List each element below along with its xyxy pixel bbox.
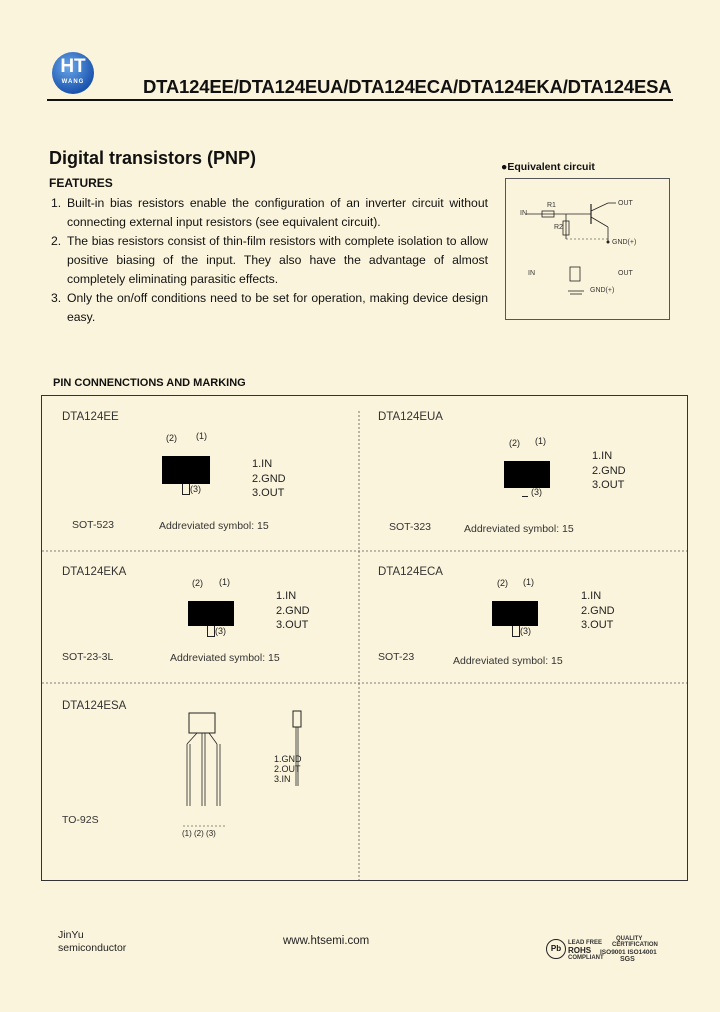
pin-list: 1.IN 2.GND 3.OUT xyxy=(581,590,615,631)
features-title: FEATURES xyxy=(49,176,113,190)
grid-lines xyxy=(42,396,687,880)
part-name-dta124ee: DTA124EE xyxy=(62,411,119,423)
package-name: SOT-523 xyxy=(72,519,115,531)
rohs-label: ROHS xyxy=(568,946,592,955)
chip-body xyxy=(492,601,538,626)
eq-label-r2: R2 xyxy=(554,224,563,231)
pin-lead xyxy=(182,484,190,495)
pin-lead xyxy=(207,626,215,637)
pin-mark: (1) xyxy=(535,436,546,446)
pin-mark: (3) xyxy=(531,487,542,497)
page-heading: Digital transistors (PNP) xyxy=(49,148,257,168)
abbreviated-symbol: Addreviated symbol: 15 xyxy=(170,652,280,664)
feature-item: 2. The bias resistors consist of thin-film resistors with complete isolation to allow positive biasing of the input. They also have the advantage of almost completely eliminating parasitic effects. xyxy=(51,234,488,286)
chip-body xyxy=(188,601,234,626)
equivalent-circuit-title: ●Equivalent circuit xyxy=(501,161,595,173)
pin-list: 1.IN 2.GND 3.OUT xyxy=(592,450,626,491)
package-name: SOT-23-3L xyxy=(62,651,114,663)
company-name: JinYu semiconductor xyxy=(58,929,127,954)
pin-mark: (2) xyxy=(192,578,203,588)
pin-lead xyxy=(512,626,520,637)
eq-label-in: IN xyxy=(520,210,527,217)
eq-label-in-2: IN xyxy=(528,270,535,277)
package-name: SOT-23 xyxy=(378,651,415,663)
feature-item: 1. Built-in bias resistors enable the configuration of an inverter circuit without connecting external input resistors (see equivalent circuit). xyxy=(51,196,488,229)
part-name-dta124eua: DTA124EUA xyxy=(378,411,443,423)
package-name: SOT-323 xyxy=(389,521,432,533)
company-logo xyxy=(52,52,94,94)
abbreviated-symbol: Addreviated symbol: 15 xyxy=(159,520,269,532)
compliant-label: COMPLIANT xyxy=(568,955,604,961)
pin-lead xyxy=(522,488,528,497)
pin-mark: (1) xyxy=(523,577,534,587)
abbreviated-symbol: Addreviated symbol: 15 xyxy=(453,655,563,667)
eq-label-out: OUT xyxy=(618,200,633,207)
eq-label-r1: R1 xyxy=(547,202,556,209)
pin-mark: (3) xyxy=(190,484,201,494)
pin-section-title: PIN CONNENCTIONS AND MARKING xyxy=(53,377,246,389)
certification-label: CERTIFICATION xyxy=(612,942,658,948)
circuit-schematic xyxy=(506,179,669,319)
pin-mark: (2) xyxy=(509,438,520,448)
chip-body xyxy=(162,456,210,484)
abbreviated-symbol: Addreviated symbol: 15 xyxy=(464,523,574,535)
part-name-dta124eca: DTA124ECA xyxy=(378,566,443,578)
part-name-dta124esa: DTA124ESA xyxy=(62,700,127,712)
pin-list: 1.IN 2.GND 3.OUT xyxy=(276,590,310,631)
package-name: TO-92S xyxy=(62,814,99,826)
iso-label: ISO9001 ISO14001 xyxy=(600,949,657,956)
pb-free-icon: Pb xyxy=(546,939,566,959)
sgs-label: SGS xyxy=(620,956,635,963)
logo-subtext: WANG xyxy=(61,79,85,85)
eq-label-gnd: GND(+) xyxy=(612,239,637,246)
pin-connections-box xyxy=(41,395,688,881)
part-name-dta124eka: DTA124EKA xyxy=(62,566,127,578)
pin-mark: (3) xyxy=(520,626,531,636)
eq-label-out-2: OUT xyxy=(618,270,633,277)
logo-text: HT xyxy=(60,56,86,77)
pin-mark: (1) xyxy=(219,577,230,587)
lead-free-label: LEAD FREE xyxy=(568,940,603,946)
pin-list: 1.GND 2.OUT 3.IN xyxy=(274,754,302,784)
website-link[interactable]: www.htsemi.com xyxy=(283,935,370,947)
pin-mark: (1) xyxy=(196,431,207,441)
document-title: DTA124EE/DTA124EUA/DTA124ECA/DTA124EKA/DTA124ESA xyxy=(143,76,672,97)
header-divider xyxy=(47,99,673,101)
pin-mark: (2) xyxy=(497,578,508,588)
features-list xyxy=(51,194,488,327)
pin-marks: (1) (2) (3) xyxy=(182,829,216,838)
feature-item: 3. Only the on/off conditions need to be set for operation, making device design easy. xyxy=(51,291,488,324)
chip-body xyxy=(504,461,550,488)
eq-label-gnd-2: GND(+) xyxy=(590,287,615,294)
pin-list: 1.IN 2.GND 3.OUT xyxy=(252,458,286,499)
equivalent-circuit-diagram xyxy=(505,178,670,320)
pin-mark: (3) xyxy=(215,626,226,636)
pin-mark: (2) xyxy=(166,433,177,443)
quality-label: QUALITY xyxy=(616,936,643,942)
